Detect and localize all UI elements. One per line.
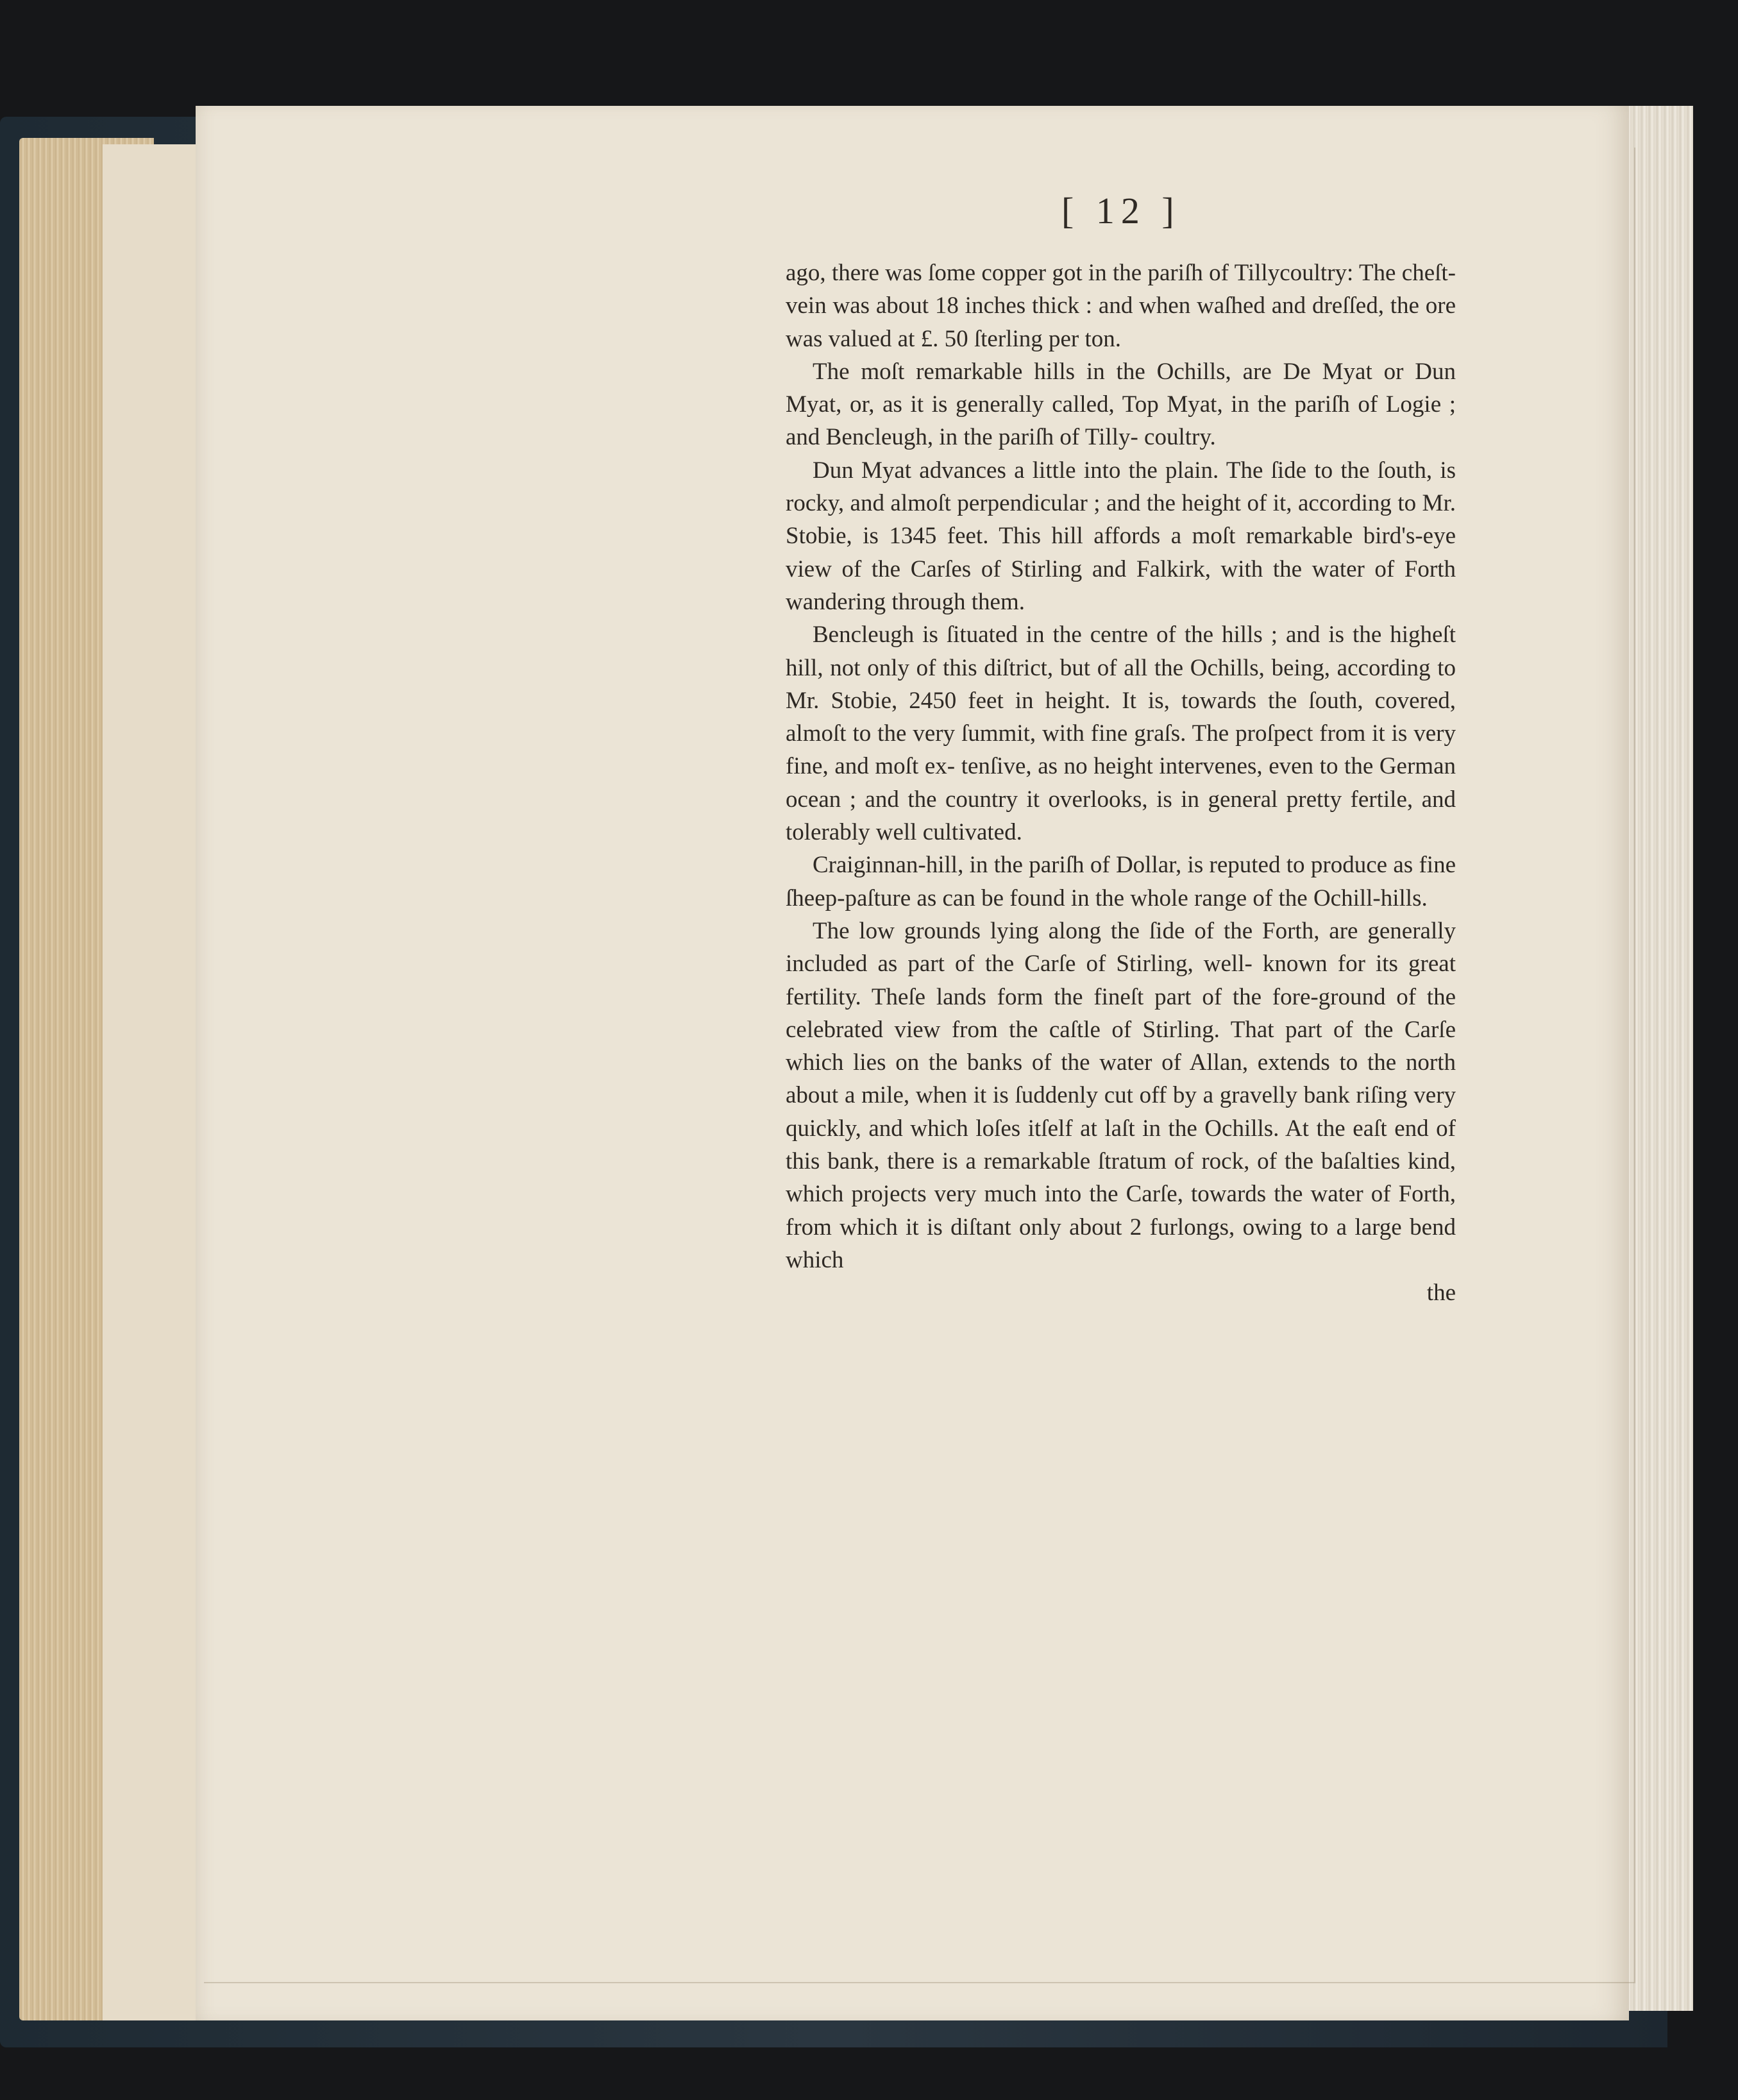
text-line: of rock, of the baſalties kind, which projects very much into	[786, 1148, 1456, 1208]
page-number: [ 12 ]	[1061, 190, 1181, 232]
text-line: Dun Myat, or, as it is generally called, Top Myat, in the	[786, 358, 1456, 418]
body-text	[786, 257, 1456, 1310]
text-line: mile, when it is ſuddenly cut off by a gravelly bank riſing	[861, 1082, 1408, 1109]
text-line: towards the ſouth, covered, almoſt to the very ſummit, with	[786, 687, 1456, 747]
paragraph	[786, 355, 1456, 454]
text-line: range of the Ochill-hills.	[1194, 885, 1428, 911]
text-line: banks of the water of Allan, extends to the north about a	[786, 1049, 1456, 1109]
paragraph	[786, 454, 1456, 618]
text-line: caſtle of Stirling. That part of the Carſe which lies on the	[786, 1016, 1456, 1076]
text-line: tenſive, as no height intervenes, even to the German ocean ;	[786, 753, 1456, 813]
text-line: The cheſt-vein was about 18 inches thick : and when waſhed	[786, 260, 1456, 319]
text-line: generally included as part of the Carſe of Stirling, well-	[786, 917, 1456, 978]
paragraph	[786, 849, 1456, 915]
text-line: ago, there was ſome copper got in the pariſh of Tillycoultry:	[786, 260, 1354, 286]
text-line: the Carſe, towards the water of Forth, from which it is	[786, 1181, 1456, 1241]
text-line: known for its great fertility. Theſe lands form the fineſt	[786, 951, 1456, 1010]
text-line: The moſt remarkable hills in the Ochills, are De Myat or	[813, 358, 1404, 385]
text-line: Craiginnan-hill, in the pariſh of Dollar, is reputed to	[813, 852, 1305, 879]
text-line: fine graſs. The proſpect from it is very fine, and moſt ex-	[786, 720, 1456, 780]
text-line: of Stirling and Falkirk, with the water of Forth wandering	[786, 555, 1456, 615]
text-line: higheſt hill, not only of this diſtrict, but of all the Ochills,	[786, 622, 1456, 681]
text-line: hill affords a moſt remarkable bird's-eye view of the Carſes	[786, 523, 1456, 582]
text-line: height of it, according to Mr. Stobie, is 1345 feet. This	[786, 490, 1456, 550]
text-line: part of the fore-ground of the celebrated view from the	[786, 983, 1456, 1043]
text-line: pariſh of Logie ; and Bencleugh, in the pariſh of Tilly-	[786, 391, 1456, 451]
paragraph	[786, 915, 1456, 1276]
text-line: and dreſſed, the ore was valued at £. 50 ſterling per ton.	[786, 292, 1456, 352]
text-line: being, according to Mr. Stobie, 2450 feet in height. It is,	[786, 654, 1456, 714]
text-line: very quickly, and which loſes itſelf at laſt in the Ochills.	[786, 1082, 1456, 1142]
text-line: produce as fine ſheep-paſture as can be found in the whole	[786, 852, 1456, 911]
text-line: coultry.	[1144, 424, 1216, 451]
text-line: Dun Myat advances a little into the plain. The ſide to	[813, 457, 1333, 484]
text-line: diſtant only about 2 furlongs, owing to a large bend which	[786, 1214, 1456, 1273]
paragraph	[786, 257, 1456, 355]
text-line: The low grounds lying along the ſide of the Forth, are	[813, 917, 1358, 944]
text-line: Bencleugh is ſituated in the centre of the hills ; and is the	[813, 622, 1382, 648]
text-line: and the country it overlooks, is in general pretty fertile, and	[865, 786, 1456, 813]
catchword: the	[1426, 1280, 1456, 1307]
text-line: the ſouth, is rocky, and almoſt perpendicular ; and the	[786, 457, 1456, 517]
text-line: At the eaſt end of this bank, there is a remarkable ſtratum	[786, 1115, 1456, 1175]
text-line: through them.	[891, 588, 1025, 615]
paragraph	[786, 618, 1456, 849]
text-line: tolerably well cultivated.	[786, 819, 1022, 846]
